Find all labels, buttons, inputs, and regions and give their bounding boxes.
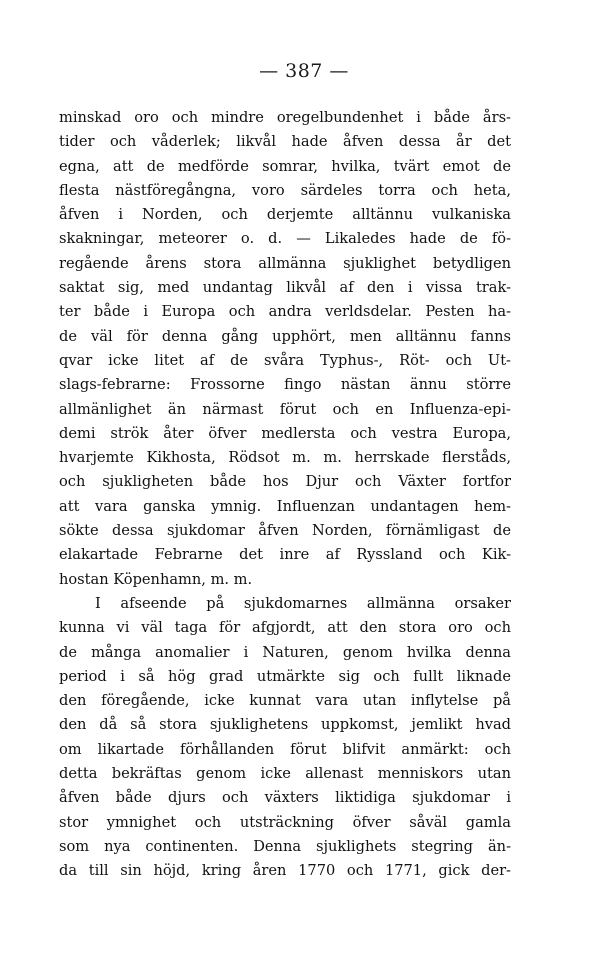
- text-line: qvar icke litet af de svåra Typhus-, Röt- och Ut-: [59, 351, 511, 369]
- text-line: minskad oro och mindre oregelbundenhet i både års-: [59, 109, 511, 126]
- text-line: och sjukligheten både hos Djur och Växter fortfor: [59, 473, 511, 491]
- text-line: hvarjemte Kikhosta, Rödsot m. m. herrskade flerståds,: [59, 449, 511, 467]
- text-line: detta bekräftas genom icke allenast menniskors utan: [59, 765, 511, 783]
- text-line: demi strök åter öfver medlersta och vestra Europa,: [59, 424, 511, 442]
- text-line: att vara ganska ymnig. Influenzan undantagen hem-: [59, 497, 511, 515]
- text-line: åfven i Norden, och derjemte alltännu vulkaniska: [59, 206, 511, 224]
- text-line: de många anomalier i Naturen, genom hvilka denna: [59, 643, 511, 661]
- text-line: slags-febrarne: Frossorne fingo nästan ännu större: [59, 376, 511, 394]
- text-line: allmänlighet än närmast förut och en Influenza-epi-: [59, 400, 511, 418]
- text-line: da till sin höjd, kring åren 1770 och 1771, gick der-: [59, 862, 511, 880]
- text-line: stor ymnighet och utsträckning öfver såväl gamla: [59, 813, 511, 831]
- text-line: egna, att de medförde somrar, hvilka, tvärt emot de: [59, 157, 511, 175]
- page-number: — 387 —: [259, 60, 349, 82]
- text-line: ter både i Europa och andra verldsdelar. Pesten ha-: [59, 303, 511, 321]
- text-line: elakartade Febrarne det inre af Ryssland och Kik-: [59, 546, 511, 564]
- text-line: som nya continenten. Denna sjuklighets stegring än-: [59, 837, 511, 855]
- text-line: den föregående, icke kunnat vara utan inflytelse på: [59, 692, 511, 710]
- text-line: om likartade förhållanden förut blifvit anmärkt: och: [59, 740, 511, 758]
- text-line: hostan Köpenhamn, m. m.: [59, 570, 253, 588]
- text-line: saktat sig, med undantag likvål af den i vissa trak-: [59, 279, 511, 297]
- text-line: den då så stora sjuklighetens uppkomst, jemlikt hvad: [59, 716, 511, 734]
- text-line: sökte dessa sjukdomar åfven Norden, förnämligast de: [59, 522, 511, 540]
- text-line: period i så hög grad utmärkte sig och fullt liknade: [59, 667, 511, 685]
- text-line: åfven både djurs och växters liktidiga sjukdomar i: [59, 789, 511, 807]
- text-line: kunna vi väl taga för afgjordt, att den stora oro och: [59, 619, 511, 637]
- text-line: flesta nästföregångna, voro särdeles torra och heta,: [59, 181, 511, 199]
- body-text: [59, 106, 511, 884]
- text-line: regående årens stora allmänna sjuklighet betydligen: [59, 254, 511, 272]
- text-line: de väl för denna gång upphört, men alltännu fanns: [59, 327, 511, 345]
- paragraph-1: [59, 106, 511, 592]
- text-line: skakningar, meteorer o. d. — Likaledes hade de fö-: [59, 230, 511, 248]
- paragraph-2: [59, 592, 511, 884]
- text-line: I afseende på sjukdomarnes allmänna orsaker: [95, 594, 511, 612]
- text-line: tider och våderlek; likvål hade åfven dessa år det: [59, 133, 511, 151]
